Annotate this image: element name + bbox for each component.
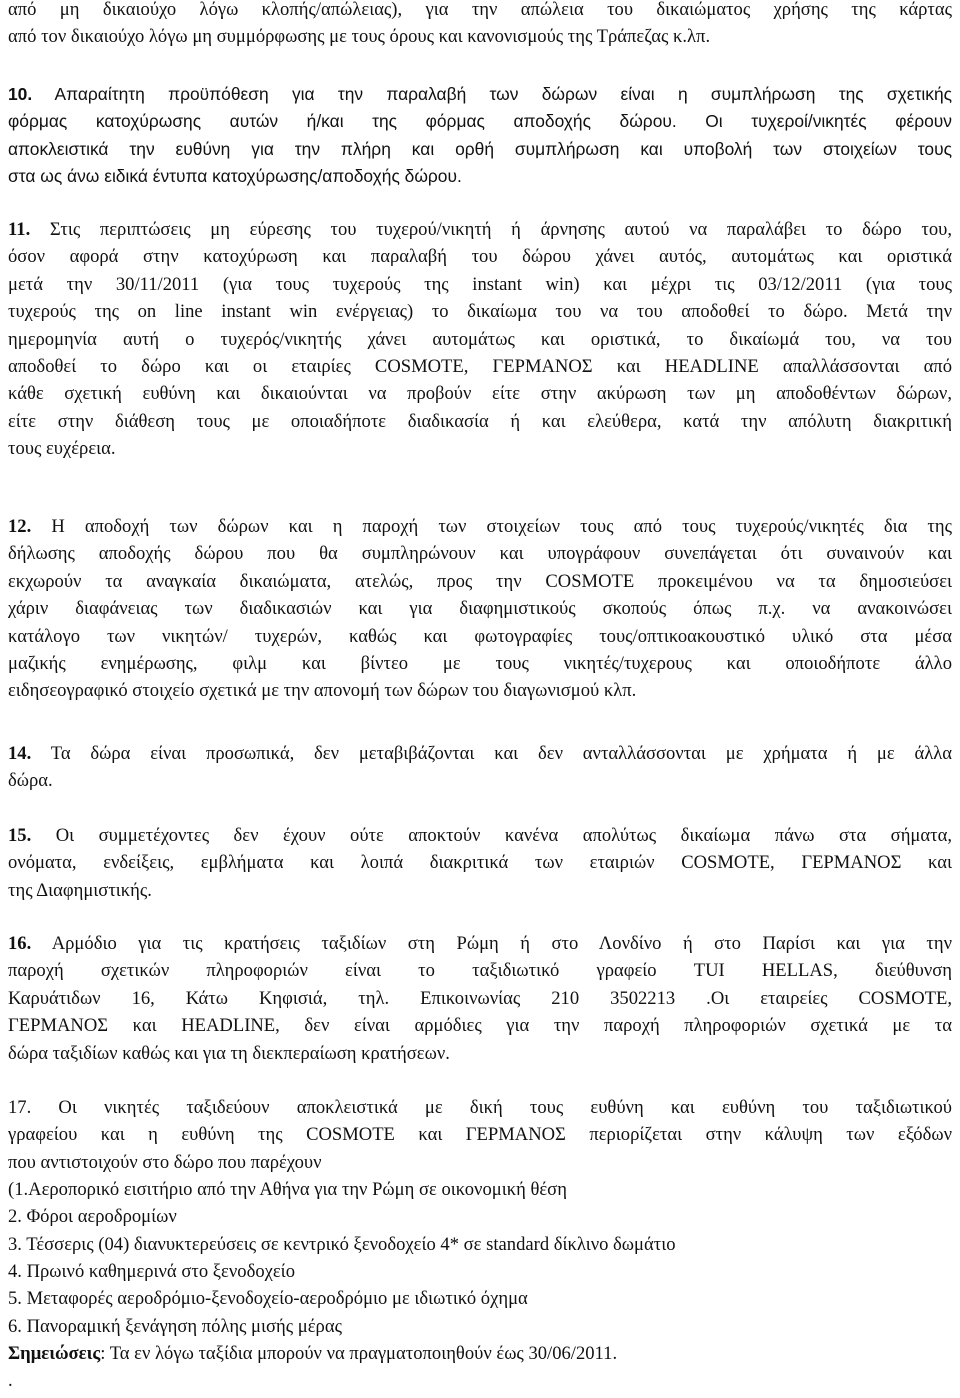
text-line: 17. Οι νικητές ταξιδεύουν αποκλειστικά με δική τους ευθύνη και ευθύνη του ταξιδιωτικού — [8, 1097, 952, 1118]
text-line: μαζικής ενημέρωσης, φιλμ και βίντεο με τους νικητές/τυχερους και οποιοδήποτε άλλο — [8, 653, 952, 675]
text-line: τους ευχέρεια. — [8, 438, 116, 460]
clause-11 — [8, 216, 952, 463]
text-line: μετά την 30/11/2011 (για τους τυχερούς της instant win) και μέχρι τις 03/12/2011 (για τους — [8, 273, 952, 295]
text-line: Οι συμμετέχοντες δεν έχουν ούτε αποκτούν κανένα απολύτως δικαίωμα πάνω στα σήματα, — [31, 825, 952, 846]
text-line: Τα δώρα είναι προσωπικά, δεν μεταβιβάζονται και δεν ανταλλάσσονται με χρήματα ή με άλλα — [31, 743, 952, 764]
clause-number: 12. — [8, 516, 32, 537]
text-line: από μη δικαιούχο λόγω κλοπής/απώλειας), για την απώλεια του δικαιώματος χρήσης της κάρτας — [8, 0, 952, 20]
clause-number: 10. — [8, 84, 33, 104]
text-line: στα ως άνω ειδικά έντυπα κατοχύρωσης/αποδοχής δώρου. — [8, 166, 462, 187]
text-line: χάριν διαφάνειας των διαδικασιών και για διαφημιστικούς σκοπούς όπως π.χ. να ανακοινώσει — [8, 598, 952, 620]
text-line: ΓΕΡΜΑΝΟΣ και HEADLINE, δεν είναι αρμόδιες για την παροχή πληροφοριών σχετικά με τα — [8, 1015, 952, 1037]
list-item: 6. Πανοραμική ξενάγηση πόλης μισής μέρας — [8, 1316, 342, 1337]
text-line: Η αποδοχή των δώρων και η παροχή των στοιχείων τους από τους τυχερούς/νικητές δια της — [31, 516, 952, 537]
notes-line — [8, 1340, 952, 1367]
text-line: της Διαφημιστικής. — [8, 879, 152, 901]
list-item: 3. Τέσσερις (04) διανυκτερεύσεις σε κεντρικό ξενοδοχείο 4* σε standard δίκλινο δωμάτιο — [8, 1234, 676, 1255]
text-line: δώρα. — [8, 770, 53, 792]
text-line: φόρμας κατοχύρωσης αυτών ή/και της φόρμας αποδοχής δώρου. Οι τυχεροί/νικητές φέρουν — [8, 111, 952, 132]
text-line: τυχερούς της on line instant win ενέργειας) το δικαίωμα του να του αποδοθεί το δώρο. Μετά την — [8, 301, 952, 323]
text-line: όσον αφορά στην κατοχύρωση και παραλαβή του δώρου χάνει αυτός, αυτομάτως και οριστικά — [8, 246, 952, 268]
text-line: Καρυάτιδων 16, Κάτω Κηφισιά, τηλ. Επικοινωνίας 210 3502213 .Οι εταιρείες COSMOTE, — [8, 987, 952, 1009]
clause-number: 15. — [8, 825, 32, 846]
text-line: κάθε σχετική ευθύνη και δικαιούνται να προβούν είτε στην ακύρωση των μη αποδοθέντων δώρων, — [8, 383, 952, 405]
text-line: από τον δικαιούχο λόγω μη συμμόρφωσης με τους όρους και κανονισμούς της Τράπεζας κ.λπ. — [8, 26, 711, 48]
text-line: κατάλογο των νικητών/ τυχερών, καθώς και φωτογραφίες τους/οπτικοακουστικό υλικό στα μέσα — [8, 625, 952, 647]
clause-16 — [8, 930, 952, 1067]
text-line: αποδοθεί το δώρο και οι εταιρίες COSMOTE, ΓΕΡΜΑΝΟΣ και HEADLINE απαλλάσσονται από — [8, 356, 952, 378]
clause-number: 14. — [8, 743, 32, 764]
text-line: παροχή σχετικών πληροφοριών είναι το ταξιδιωτικό γραφείο TUI HELLAS, διεύθυνση — [8, 960, 952, 982]
text-line: ειδησεογραφικό στοιχείο σχετικά με την απονομή των δώρων του διαγωνισμού κλπ. — [8, 680, 637, 702]
text-line: δήλωσης αποδοχής δώρου που θα συμπληρώνουν και υπογράφουν συνεπάγεται ότι συναινούν και — [8, 543, 952, 565]
text-line: είτε στην διάθεση τους με οποιαδήποτε διαδικασία ή και ελεύθερα, κατά την απόλυτη διακριτική — [8, 410, 952, 432]
clause-number: 16. — [8, 933, 32, 954]
list-item: 4. Πρωινό καθημερινά στο ξενοδοχείο — [8, 1261, 295, 1282]
text-line: ονόματα, ενδείξεις, εμβλήματα και λοιπά διακριτικά των εταιριών COSMOTE, ΓΕΡΜΑΝΟΣ και — [8, 852, 952, 874]
list-item: 5. Μεταφορές αεροδρόμιο-ξενοδοχείο-αεροδρόμιο με ιδιωτικό όχημα — [8, 1288, 528, 1309]
clause-15 — [8, 822, 952, 904]
notes-text: : Τα εν λόγω ταξίδια μπορούν να πραγματοποιηθούν έως 30/06/2011. — [100, 1343, 618, 1364]
text-line: εκχωρούν τα αναγκαία δικαιώματα, ατελώς, προς την COSMOTE προκειμένου να τα δημοσιεύσει — [8, 570, 952, 592]
clause-12 — [8, 513, 952, 705]
list-item: (1.Αεροπορικό εισιτήριο από την Αθήνα για την Ρώμη σε οικονομική θέση — [8, 1179, 567, 1200]
clause-17 — [8, 1094, 952, 1176]
text-line: γραφείου και η ευθύνη της COSMOTE και ΓΕΡΜΑΝΟΣ περιορίζεται στην κάλυψη των εξόδων — [8, 1124, 952, 1146]
clause-number: 11. — [8, 219, 31, 240]
notes-label: Σημειώσεις — [8, 1343, 101, 1364]
clause-10 — [8, 81, 952, 191]
text-line: δώρα ταξιδίων καθώς και για τη διεκπεραίωση κρατήσεων. — [8, 1042, 450, 1064]
text-line: αποκλειστικά την ευθύνη για την πλήρη και ορθή συμπλήρωση και υποβολή των στοιχείων τους — [8, 138, 952, 159]
text-line: που αντιστοιχούν στο δώρο που παρέχουν — [8, 1151, 322, 1173]
top-paragraph — [8, 0, 952, 51]
text-line: Στις περιπτώσεις μη εύρεσης του τυχερού/νικητή ή άρνησης αυτού να παραλάβει το δώρο του, — [30, 219, 952, 240]
text-line: Απαραίτητη προϋπόθεση για την παραλαβή των δώρων είναι η συμπλήρωση της σχετικής — [32, 84, 952, 104]
trailing-dot: . — [8, 1370, 13, 1391]
text-line: Αρμόδιο για τις κρατήσεις ταξιδίων στη Ρώμη ή στο Λονδίνο ή στο Παρίσι και για την — [31, 933, 952, 954]
text-line: ημερομηνία αυτή ο τυχερός/νικητής χάνει αυτομάτως και οριστικά, το δικαίωμά του, να του — [8, 328, 952, 350]
list-item: 2. Φόροι αεροδρομίων — [8, 1206, 177, 1227]
clause-14 — [8, 740, 952, 795]
